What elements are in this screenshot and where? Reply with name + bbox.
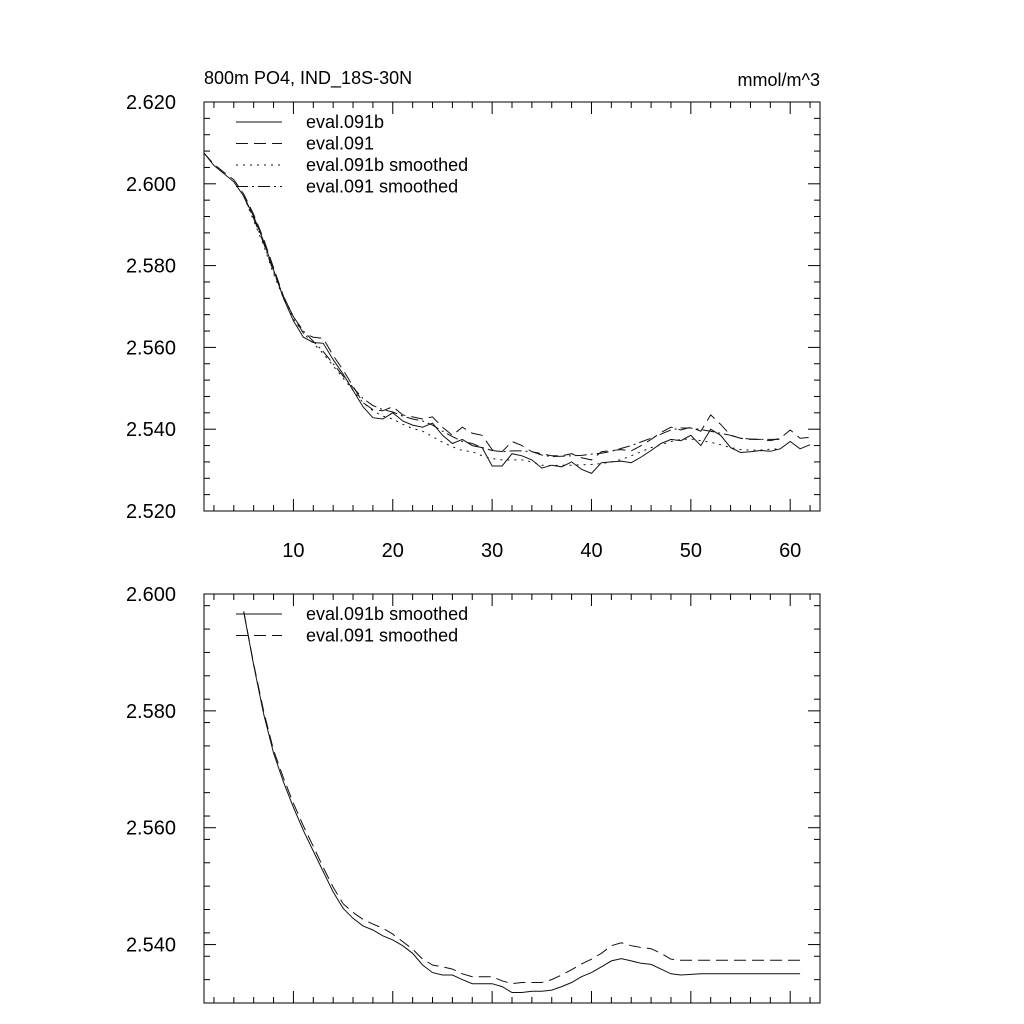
legend-label: eval.091b smoothed: [306, 155, 469, 175]
x-tick-label: 50: [679, 540, 702, 562]
top-plot-panel: [126, 68, 820, 562]
plot-frame: [204, 594, 820, 1003]
legend-label: eval.091: [306, 133, 375, 154]
y-tick-label: 2.600: [125, 173, 176, 196]
x-tick-label: 20: [381, 540, 404, 562]
y-tick-label: 2.560: [125, 817, 176, 840]
legend: [236, 604, 468, 646]
y-tick-label: 2.560: [125, 337, 176, 360]
x-tick-label: 10: [282, 540, 305, 562]
legend: [236, 112, 468, 197]
y-tick-label: 2.540: [125, 419, 176, 442]
y-tick-label: 2.620: [125, 92, 176, 114]
plot-frame: [204, 102, 820, 511]
x-tick-label: 40: [580, 540, 603, 562]
y-tick-label: 2.540: [125, 934, 176, 957]
legend-label: eval.091b: [306, 112, 385, 132]
series-line-eval-091-smoothed: [244, 196, 781, 457]
legend-label: eval.091b smoothed: [306, 604, 469, 624]
y-tick-label: 2.600: [125, 584, 176, 606]
series-line-eval-091: [204, 153, 810, 460]
series-line-eval-091-smoothed: [244, 612, 800, 984]
chart-units: mmol/m^3: [737, 70, 820, 90]
legend-label: eval.091 smoothed: [306, 176, 459, 197]
x-tick-label: 30: [481, 540, 504, 562]
y-tick-label: 2.520: [125, 501, 176, 523]
x-tick-label: 60: [779, 540, 802, 562]
series-line-eval-091b-smoothed: [244, 196, 781, 466]
bottom-plot-panel: [126, 584, 820, 1003]
series-line-eval-091b-smoothed: [244, 612, 800, 993]
y-tick-label: 2.580: [125, 700, 176, 723]
series-line-eval-091b: [204, 153, 810, 473]
chart-title: 800m PO4, IND_18S-30N: [204, 68, 413, 88]
y-tick-label: 2.580: [125, 255, 176, 278]
legend-label: eval.091 smoothed: [306, 625, 459, 646]
